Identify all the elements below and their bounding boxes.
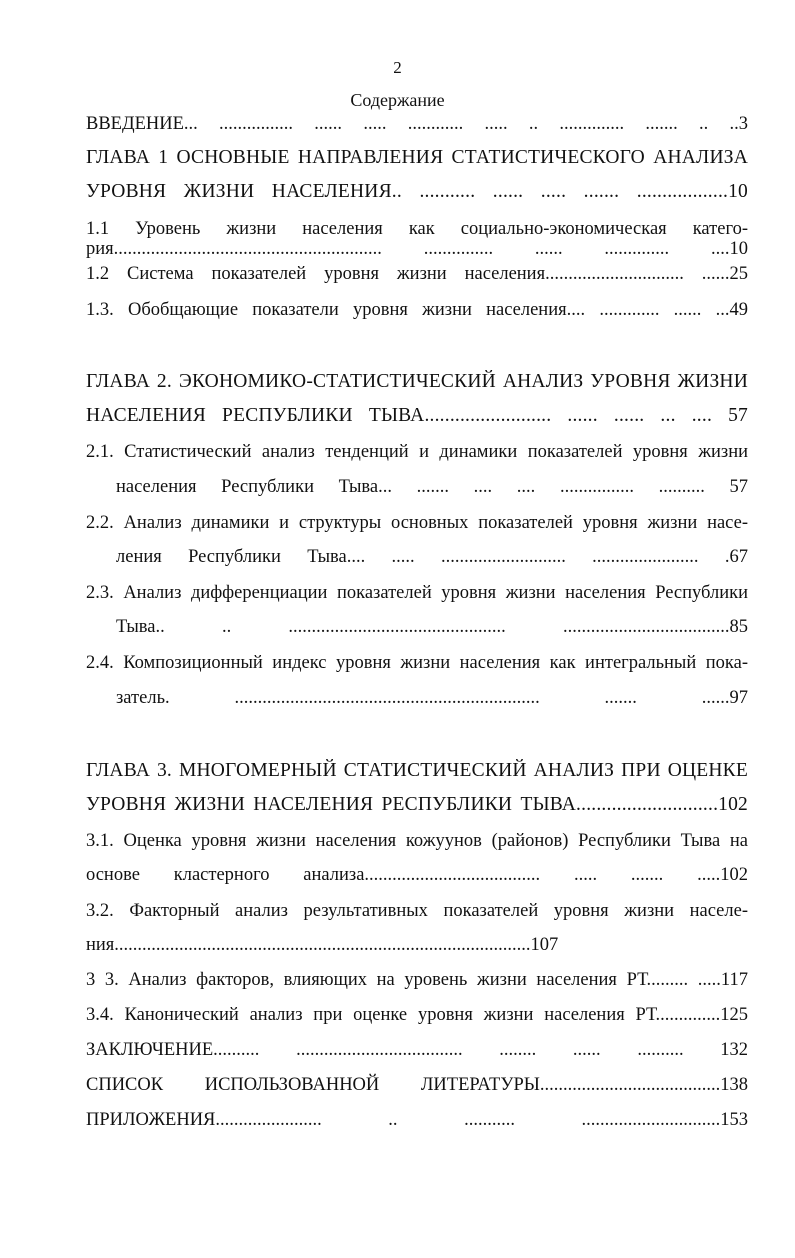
toc-entry-2-2: 2.2. Анализ динамики и структуры основных показателей уровня жизни насе- [86, 513, 748, 533]
toc-chapter-3-heading: ГЛАВА 3. МНОГОМЕРНЫЙ СТАТИСТИЧЕСКИЙ АНАЛИЗ ПРИ ОЦЕНКЕ [86, 760, 748, 781]
toc-entry-conclusion: ЗАКЛЮЧЕНИЕ.......... .................................... ........ ...... .......... 132 [86, 1040, 748, 1060]
toc-chapter-2-heading: ГЛАВА 2. ЭКОНОМИКО-СТАТИСТИЧЕСКИЙ АНАЛИЗ УРОВНЯ ЖИЗНИ [86, 371, 748, 392]
toc-chapter-1-heading: ГЛАВА 1 ОСНОВНЫЕ НАПРАВЛЕНИЯ СТАТИСТИЧЕСКОГО АНАЛИЗА [86, 147, 748, 168]
toc-chapter-2-heading-cont: НАСЕЛЕНИЯ РЕСПУБЛИКИ ТЫВА......................... ...... ...... ... .... 57 [86, 405, 748, 426]
toc-entry-1-1-cont: рия.......................................................... ............... ...... .............. ....10 [86, 239, 748, 259]
toc-chapter-3-heading-cont: УРОВНЯ ЖИЗНИ НАСЕЛЕНИЯ РЕСПУБЛИКИ ТЫВА............................102 [86, 794, 748, 815]
toc-entry-3-2: 3.2. Факторный анализ результативных показателей уровня жизни населе- [86, 901, 748, 921]
toc-entry-3-4: 3.4. Канонический анализ при оценке уровня жизни населения РТ..............125 [86, 1005, 748, 1025]
toc-entry-appendices: ПРИЛОЖЕНИЯ....................... .. ........... ..............................153 [86, 1110, 748, 1130]
toc-entry-2-3-cont: Тыва.. .. ............................................... ....................................85 [116, 617, 748, 637]
toc-entry-2-3: 2.3. Анализ дифференциации показателей уровня жизни населения Республики [86, 583, 748, 603]
toc-entry-1-1: 1.1 Уровень жизни населения как социально-экономическая катего- [86, 219, 748, 239]
toc-entry-2-1-cont: населения Республики Тыва... ....... .... .... ................ .......... 57 [116, 477, 748, 497]
toc-title: Содержание [350, 90, 445, 110]
toc-entry-3-1: 3.1. Оценка уровня жизни населения кожуунов (районов) Республики Тыва на [86, 831, 748, 851]
toc-entry-1-2: 1.2 Система показателей уровня жизни населения.............................. ......25 [86, 264, 748, 284]
toc-entry-1-3: 1.3. Обобщающие показатели уровня жизни населения.... ............. ...... ...49 [86, 300, 748, 320]
toc-entry-2-1: 2.1. Статистический анализ тенденций и динамики показателей уровня жизни [86, 442, 748, 462]
toc-entry-3-3: 3 3. Анализ факторов, влияющих на уровень жизни населения РТ......... .....117 [86, 970, 748, 990]
page-number: 2 [393, 58, 402, 77]
toc-entry-2-4-cont: затель. .................................................................. ....... ......97 [116, 688, 748, 708]
toc-entry-3-2-cont: ния..........................................................................................107 [86, 935, 559, 955]
toc-entry-3-1-cont: основе кластерного анализа...................................... ..... ....... .....102 [86, 865, 748, 885]
toc-entry-introduction: ВВЕДЕНИЕ... ................ ...... ..... ............ ..... .. .............. ....... .. ..3 [86, 114, 748, 134]
toc-chapter-1-heading-cont: УРОВНЯ ЖИЗНИ НАСЕЛЕНИЯ.. ........... ...... ..... ....... ..................10 [86, 181, 748, 202]
toc-entry-2-4: 2.4. Композиционный индекс уровня жизни населения как интегральный пока- [86, 653, 748, 673]
toc-entry-2-2-cont: ления Республики Тыва.... ..... ........................... ....................... .67 [116, 547, 748, 567]
toc-entry-references: СПИСОК ИСПОЛЬЗОВАННОЙ ЛИТЕРАТУРЫ.......................................138 [86, 1075, 748, 1095]
